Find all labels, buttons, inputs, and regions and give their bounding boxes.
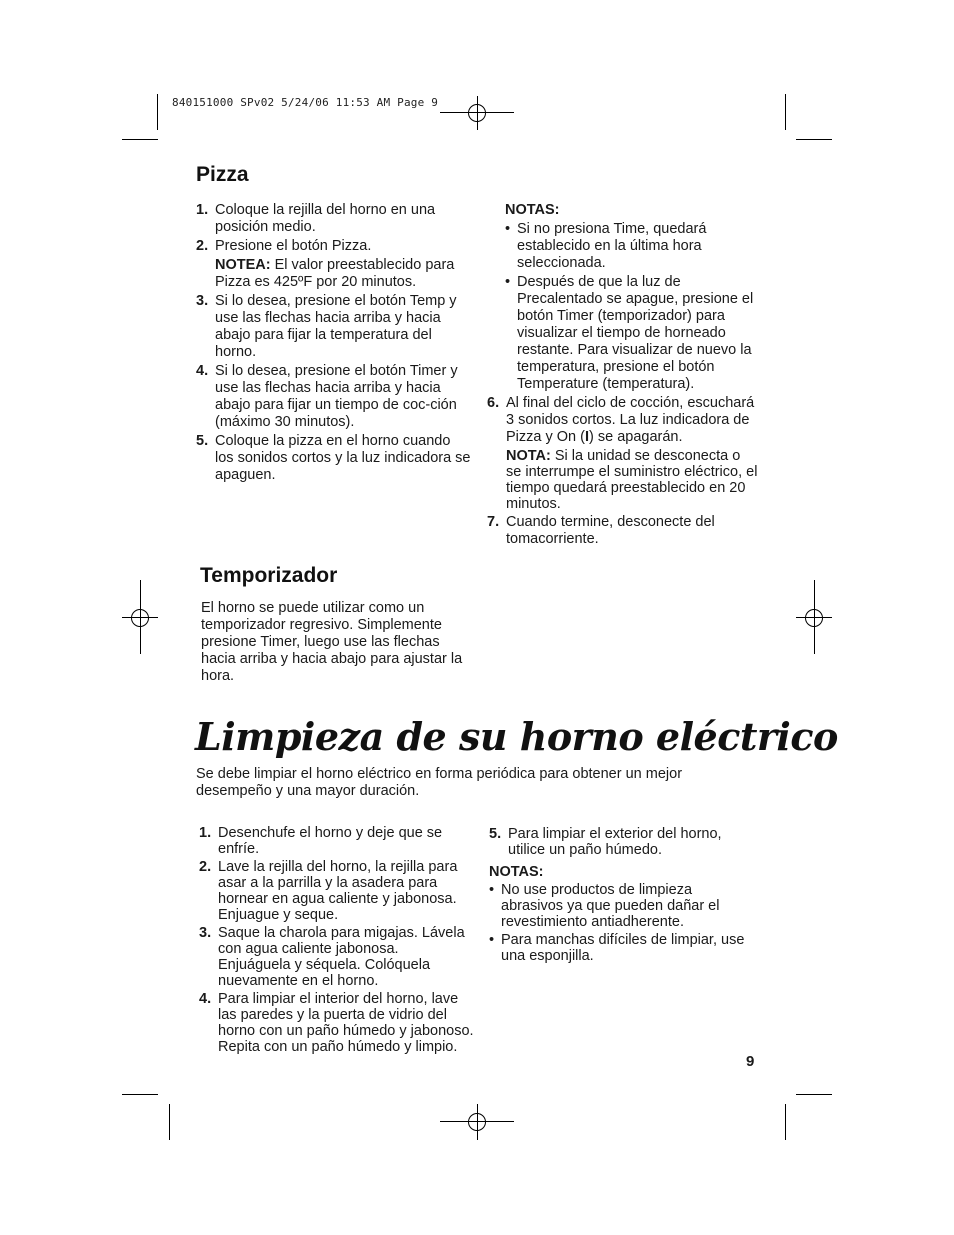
list-item: 5. Coloque la pizza en el horno cuando los sonidos cortos y la luz indicadora se apaguen. (196, 433, 471, 483)
crop-mark (440, 1121, 514, 1122)
pizza-notes-column (487, 202, 759, 550)
cleaning-steps-column (199, 825, 475, 1057)
crop-mark (796, 617, 832, 618)
page-title: Limpieza de su horno eléctrico (195, 714, 838, 759)
crop-mark (122, 1094, 158, 1095)
list-item: • Si no presiona Time, quedará establecido en la última hora seleccionada. (505, 221, 707, 271)
crop-mark (122, 617, 158, 618)
crop-mark (157, 94, 158, 130)
list-item: 2. Presione el botón Pizza. NOTEA: El valor preestablecido para Pizza es 425ºF por 20 minutos. (196, 238, 472, 291)
list-item: 3. Si lo desea, presione el botón Temp y use las flechas hacia arriba y hacia abajo para fijar la temperatura del horno. (196, 293, 457, 360)
list-item: 4. Para limpiar el interior del horno, lave las paredes y la puerta de vidrio del horno con un paño húmedo y jabonoso. Repita con un paño húmedo y limpio. (199, 991, 474, 1055)
crop-mark (440, 112, 514, 113)
notes-title: NOTAS: (505, 202, 560, 218)
page-number: 9 (746, 1053, 755, 1070)
step-note: NOTEA: El valor preestablecido para Pizza es 425ºF por 20 minutos. (215, 257, 455, 290)
list-item: 1. Desenchufe el horno y deje que se enfríe. (199, 825, 443, 857)
list-item: 2. Lave la rejilla del horno, la rejilla para asar a la parrilla y la asadera para hornear en agua caliente y jabonosa. Enjuague y seque. (199, 859, 458, 923)
list-item: 3. Saque la charola para migajas. Lávela con agua caliente jabonosa. Enjuáguela y séquela. Colóquela nuevamente en el horno. (199, 925, 465, 989)
list-item: • Después de que la luz de Precalentado se apague, presione el botón Timer (temporizador) para visualizar el tiempo de horneado restante. Para visualizar de nuevo la temperatura, presione el botón Temperature (temperatura). (505, 274, 754, 392)
list-item: 6. Al final del ciclo de cocción, escuchará 3 sonidos cortos. La luz indicadora de Pizza y On (I) se apagarán. NOTA: Si la unidad se desconecta o se interrumpe el suministro eléctrico, el tiempo quedará preestablecido en 20 minutos. (487, 395, 758, 512)
crop-mark (477, 96, 478, 130)
crop-mark (477, 1104, 478, 1140)
list-item: 1. Coloque la rejilla del horno en una posición medio. (196, 202, 436, 235)
list-item: 5. Para limpiar el exterior del horno, utilice un paño húmedo. (489, 826, 722, 858)
crop-mark (785, 94, 786, 130)
crop-mark (169, 1104, 170, 1140)
pizza-steps-column (196, 202, 472, 486)
temporizador-heading: Temporizador (200, 564, 338, 587)
list-item: • Para manchas difíciles de limpiar, use una esponjilla. (489, 932, 745, 964)
notes-title: NOTAS: (489, 864, 544, 880)
temporizador-body: El horno se puede utilizar como un temporizador regresivo. Simplemente presione Timer, luego use las flechas hacia arriba y hacia abajo para ajustar la hora. (201, 600, 463, 684)
list-item: 7. Cuando termine, desconecte del tomacorriente. (487, 514, 715, 547)
crop-mark (785, 1104, 786, 1140)
crop-mark (796, 1094, 832, 1095)
crop-mark (122, 139, 158, 140)
cleaning-notes-column (489, 826, 751, 966)
pizza-heading: Pizza (196, 163, 249, 186)
list-item: 4. Si lo desea, presione el botón Timer y use las flechas hacia arriba y hacia abajo para fijar un tiempo de coc-ción (máximo 30 minutos). (196, 363, 458, 430)
step-note: NOTA: Si la unidad se desconecta o se interrumpe el suministro eléctrico, el tiempo quedará preestablecido en 20 minutos. (506, 448, 758, 512)
list-item: • No use productos de limpieza abrasivos ya que pueden dañar el revestimiento antiadherente. (489, 882, 720, 930)
crop-mark (796, 139, 832, 140)
cleaning-intro: Se debe limpiar el horno eléctrico en forma periódica para obtener un mejor desempeño y una mayor duración. (196, 766, 683, 799)
print-slug: 840151000 SPv02 5/24/06 11:53 AM Page 9 (172, 96, 439, 109)
